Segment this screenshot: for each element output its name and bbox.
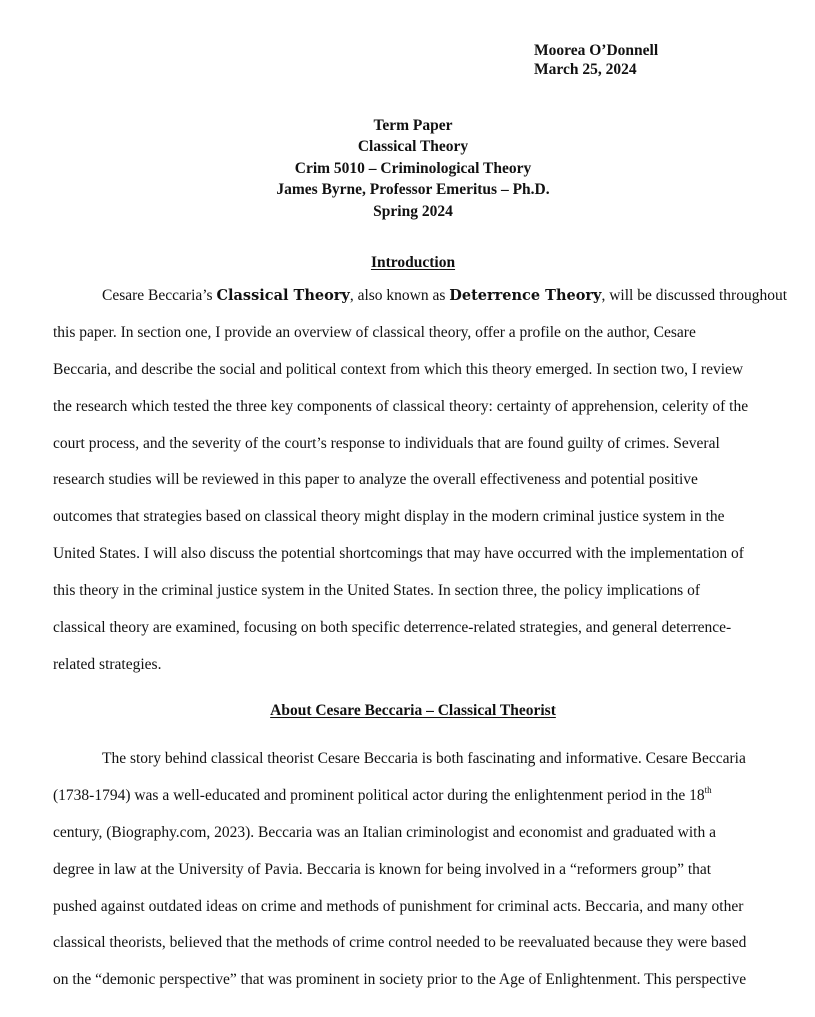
title-line-paper-type: Term Paper (373, 117, 453, 134)
title-line-topic: Classical Theory (357, 138, 469, 156)
superscript: th (704, 784, 712, 795)
paragraph-line: research studies will be reviewed in this paper to analyze the overall effectiveness and potential positive (53, 471, 698, 489)
paragraph-line: classical theorists, believed that the methods of crime control needed to be reevaluated because they were based (53, 934, 747, 952)
author-block (534, 41, 658, 79)
deterrence-theory-term: Deterrence Theory (449, 287, 602, 304)
title-block (0, 115, 815, 222)
paragraph-line: pushed against outdated ideas on crime and methods of punishment for criminal acts. Beccaria, and many other (53, 897, 744, 915)
paragraph-line: classical theory are examined, focusing on both specific deterrence-related strategies, and general deterrence- (53, 619, 732, 637)
title-line-term: Spring 2024 (373, 202, 453, 220)
text-run: Cesare Beccaria’s (102, 287, 217, 304)
title-line-professor: James Byrne, Professor Emeritus – Ph.D. (276, 181, 550, 199)
paragraph-line: this paper. In section one, I provide an overview of classical theory, offer a profile on the author, Cesare (53, 323, 696, 341)
paragraph-line (53, 278, 788, 315)
paragraph-line: on the “demonic perspective” that was prominent in society prior to the Age of Enlightenment. This perspective (53, 971, 747, 989)
author-name: Moorea O’Donnell (534, 42, 659, 59)
about-paragraph (53, 741, 773, 999)
text-run: , will be discussed throughout (601, 287, 788, 304)
paragraph-line: United States. I will also discuss the potential shortcomings that may have occurred with the implementation of (53, 545, 744, 563)
introduction-heading: Introduction (370, 254, 456, 271)
paragraph-line: this theory in the criminal justice system in the United States. In section three, the policy implications of (53, 582, 700, 600)
about-heading: About Cesare Beccaria – Classical Theorist (270, 702, 556, 719)
text-run: (1738-1794) was a well-educated and prominent political actor during the enlightenment period in the 18 (53, 786, 705, 804)
text-run: , also known as (349, 287, 450, 304)
paragraph-line: degree in law at the University of Pavia. Beccaria is known for being involved in a “reformers group” that (53, 860, 712, 878)
paragraph-line: century, (Biography.com, 2023). Beccaria was an Italian criminologist and economist and graduated with a (53, 823, 716, 841)
paragraph-line (53, 778, 773, 815)
classical-theory-term: Classical Theory (216, 287, 350, 304)
paragraph-line: the research which tested the three key components of classical theory: certainty of apprehension, celerity of the (53, 397, 749, 415)
paragraph-line: related strategies. (53, 655, 162, 673)
title-line-course: Crim 5010 – Criminological Theory (294, 159, 532, 177)
paragraph-line: court process, and the severity of the court’s response to individuals that are found guilty of crimes. Several (53, 434, 720, 452)
author-date: March 25, 2024 (534, 61, 637, 78)
paragraph-line: outcomes that strategies based on classical theory might display in the modern criminal justice system in the (53, 508, 725, 526)
introduction-paragraph (53, 278, 788, 684)
paragraph-line: The story behind classical theorist Cesare Beccaria is both fascinating and informative. Cesare Beccaria (102, 750, 746, 767)
paragraph-line: Beccaria, and describe the social and political context from which this theory emerged. In section two, I review (53, 360, 744, 378)
